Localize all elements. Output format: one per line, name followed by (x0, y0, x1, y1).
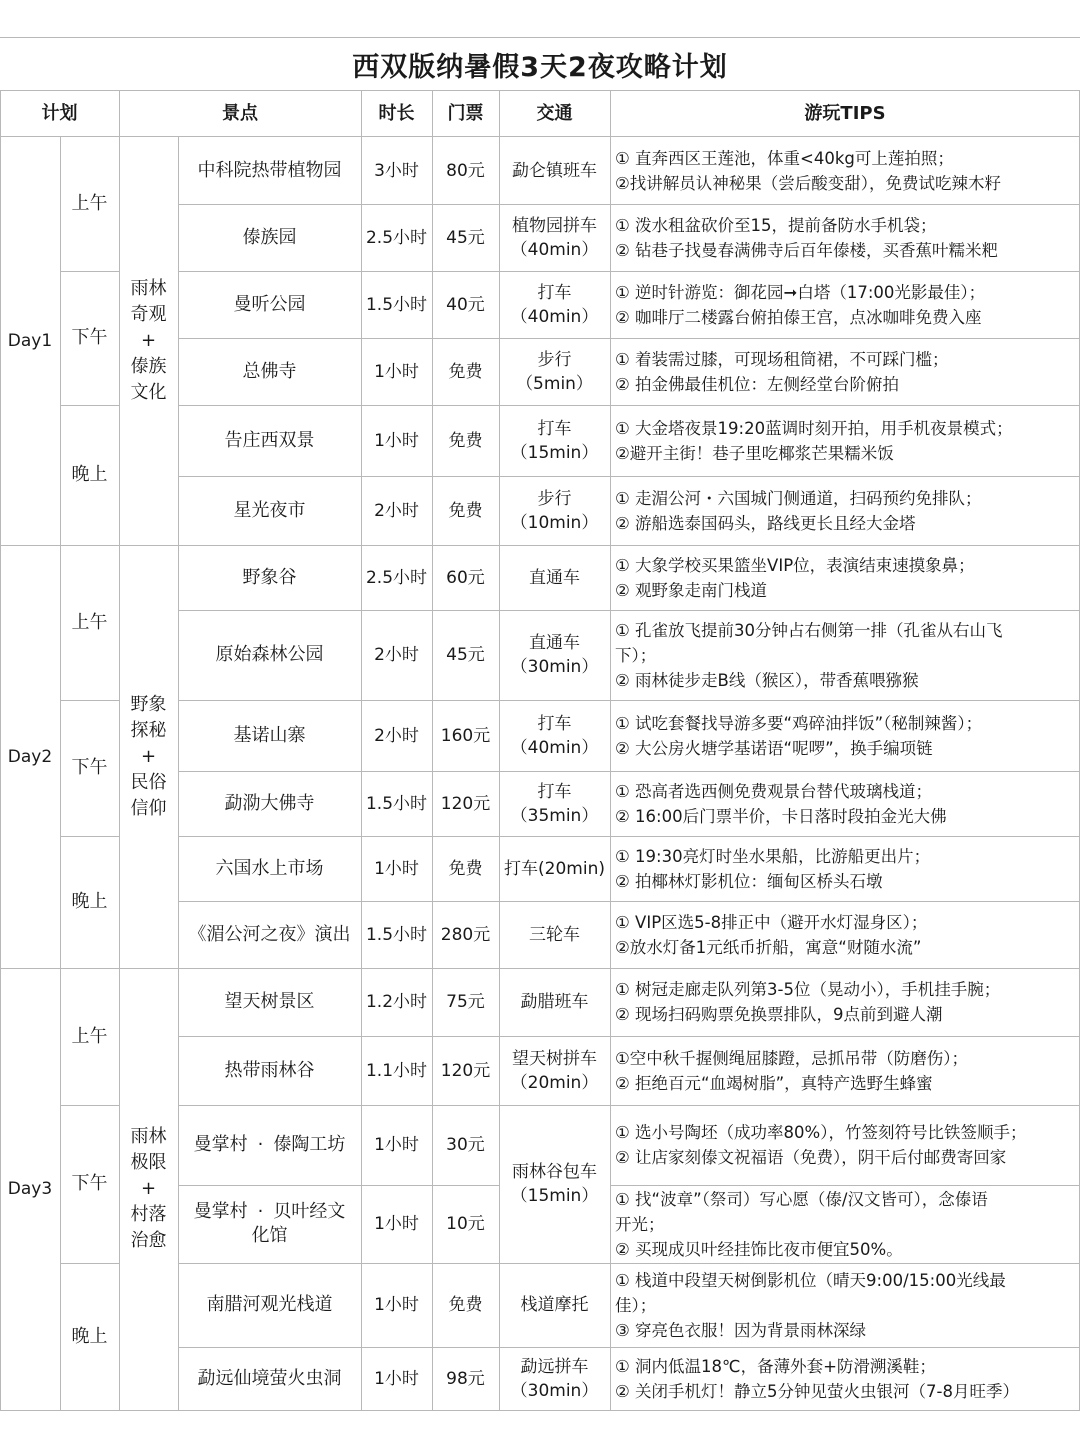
tip-line: ① 试吃套餐找导游多要“鸡碎油拌饭”（秘制辣酱）； (615, 713, 983, 733)
transport (499, 610, 610, 700)
transport (499, 405, 610, 476)
duration (361, 610, 432, 700)
transport-text: 勐仑镇班车 (512, 160, 597, 181)
day-theme (119, 968, 178, 1410)
period-label-text: 下午 (71, 757, 108, 778)
spot-part: 傣陶工坊 (273, 1134, 346, 1155)
tip-line: ②避开主街！巷子里吃椰浆芒果糯米饭 (615, 443, 894, 463)
transport-text: （15min） (510, 442, 599, 463)
spot-name-text: 望天树景区 (224, 991, 315, 1012)
ticket-text: 免费 (448, 361, 483, 382)
transport (499, 476, 610, 545)
transport-text: 直通车 (529, 633, 580, 653)
duration-text: 1.5小时 (365, 793, 428, 814)
day-label (0, 968, 60, 1410)
ticket-text: 60元 (446, 567, 485, 588)
ticket-price (432, 1185, 499, 1263)
ticket-price (432, 1263, 499, 1347)
spot-part: 化馆 (251, 1225, 288, 1246)
theme-line: 极限 (130, 1152, 167, 1173)
day-label (0, 545, 60, 968)
transport-text: （30min） (510, 657, 599, 677)
tips (613, 338, 1079, 405)
ticket-text: 45元 (446, 645, 485, 665)
spot-name (178, 271, 361, 338)
tip-line: ② 拒绝百元“血竭树脂”，真特产选野生蜂蜜 (615, 1073, 933, 1093)
tip-line: ① 选小号陶坯（成功率80%），竹签刻符号比铁签顺手； (615, 1123, 1027, 1142)
ticket-text: 160元 (440, 725, 491, 746)
tips (613, 610, 1079, 700)
spot-name (178, 901, 361, 968)
transport (499, 1036, 610, 1105)
transport (499, 836, 610, 901)
transport (499, 901, 610, 968)
transport-text: 植物园拼车 (512, 215, 597, 236)
theme-line: 文化 (130, 382, 167, 403)
period-label (60, 700, 119, 836)
ticket-price (432, 901, 499, 968)
duration-text: 1.5小时 (365, 924, 428, 945)
transport (499, 771, 610, 836)
tips (613, 771, 1079, 836)
tips (613, 204, 1079, 271)
ticket-text: 75元 (446, 992, 485, 1012)
spot-name-text: 告庄西双景 (224, 429, 315, 451)
spot-part: 曼掌村 (193, 1201, 248, 1222)
column-header-label: 景点 (222, 102, 258, 124)
tips (613, 836, 1079, 901)
tip-line: ① VIP区选5-8排正中（避开水灯湿身区）； (615, 912, 928, 932)
tip-line: ②找讲解员认神秘果（尝后酸变甜），免费试吃辣木籽 (615, 173, 1002, 193)
ticket-text: 免费 (448, 858, 483, 879)
tips (613, 968, 1079, 1036)
day-label (0, 137, 60, 545)
day-label-text: Day1 (7, 331, 53, 351)
period-label (60, 836, 119, 968)
column-header (119, 90, 361, 137)
theme-line: 雨林 (130, 1126, 167, 1147)
duration-text: 1小时 (374, 430, 419, 451)
tips (613, 1105, 1079, 1185)
period-label-text: 下午 (71, 327, 108, 348)
spot-name (178, 545, 361, 610)
spot-name (178, 968, 361, 1036)
transport-text: 望天树拼车 (512, 1048, 597, 1069)
tip-line: 佳）； (615, 1295, 657, 1315)
spot-name (178, 405, 361, 476)
period-label-text: 晚上 (71, 464, 108, 485)
spot-name-text: 勐泐大佛寺 (224, 792, 315, 814)
transport-text: 打车 (537, 781, 572, 802)
duration-text: 1小时 (374, 1295, 419, 1315)
spot-name-text: 勐远仙境萤火虫洞 (197, 1367, 342, 1389)
period-label (60, 545, 119, 700)
transport (499, 204, 610, 271)
transport (499, 338, 610, 405)
column-header (610, 90, 1080, 137)
duration-text: 2小时 (374, 645, 419, 665)
duration-text: 2小时 (374, 500, 419, 521)
tip-line: ① 直奔西区王莲池，体重<40kg可上莲拍照； (615, 148, 954, 168)
ticket-text: 10元 (446, 1214, 485, 1234)
transport-text: （40min） (510, 737, 599, 758)
theme-line: 野象 (130, 693, 167, 715)
ticket-price (432, 545, 499, 610)
duration-text: 2.5小时 (365, 567, 428, 588)
spot-name (178, 1185, 361, 1263)
duration (361, 836, 432, 901)
theme-line: 治愈 (130, 1230, 167, 1251)
transport-shared (499, 1105, 610, 1263)
transport-text: 步行 (537, 349, 572, 370)
page-title: 西双版纳暑假3天2夜攻略计划 (352, 51, 728, 83)
column-header-label: 计划 (41, 102, 78, 124)
spot-name-text: 中科院热带植物园 (197, 159, 342, 181)
period-label-text: 上午 (71, 193, 108, 214)
ticket-text: 120元 (440, 793, 491, 814)
transport (499, 1263, 610, 1347)
transport-text: 打车 (537, 418, 572, 439)
theme-line: 民俗 (130, 771, 167, 793)
period-label (60, 137, 119, 271)
grid-line (0, 37, 1080, 38)
spot-name-text: 野象谷 (242, 566, 297, 588)
tip-line: ① 树冠走廊走队列第3-5位（晃动小），手机挂手腕； (615, 980, 1001, 999)
spot-name (178, 476, 361, 545)
theme-line: 雨林 (130, 278, 167, 299)
tip-line: ② 现场扫码购票免换票排队，9点前到避人潮 (615, 1005, 943, 1024)
day-theme (119, 137, 178, 545)
tip-line: ① 洞内低温18℃，备薄外套+防滑溯溪鞋； (615, 1356, 936, 1376)
ticket-price (432, 204, 499, 271)
tip-line: ② 观野象走南门栈道 (615, 580, 768, 600)
theme-line: 信仰 (130, 797, 167, 819)
tips (613, 405, 1079, 476)
ticket-price (432, 610, 499, 700)
duration-text: 1.1小时 (365, 1060, 428, 1081)
column-header (0, 90, 119, 137)
spot-name-text: 热带雨林谷 (224, 1059, 315, 1081)
ticket-price (432, 338, 499, 405)
spot-name-text: 《湄公河之夜》演出 (188, 923, 351, 945)
tip-line: ① 孔雀放飞提前30分钟占右侧第一排（孔雀从右山飞 (615, 620, 1003, 640)
tips (613, 545, 1079, 610)
theme-line: 探秘 (130, 719, 167, 741)
theme-line: 奇观 (130, 304, 167, 325)
transport-text: 雨林谷包车 (512, 1162, 597, 1182)
transport-text: 打车 (537, 282, 572, 303)
tip-line: ② 咖啡厅二楼露台俯拍傣王宫，点冰咖啡免费入座 (615, 307, 982, 327)
ticket-price (432, 700, 499, 771)
tip-line: ② 雨林徒步走B线（猴区），带香蕉喂猕猴 (615, 670, 919, 690)
duration-text: 3小时 (374, 160, 419, 181)
duration (361, 405, 432, 476)
duration (361, 137, 432, 204)
transport-text: （15min） (510, 1186, 599, 1206)
tip-line: ② 拍椰林灯影机位：缅甸区桥头石墩 (615, 871, 883, 891)
transport-text: 直通车 (529, 567, 580, 588)
spot-name (178, 1347, 361, 1410)
duration-text: 1小时 (374, 1214, 419, 1234)
duration (361, 545, 432, 610)
transport (499, 545, 610, 610)
spot-part: 贝叶经文 (273, 1201, 346, 1222)
duration (361, 700, 432, 771)
ticket-price (432, 405, 499, 476)
column-header (499, 90, 610, 137)
ticket-text: 45元 (446, 227, 485, 248)
duration (361, 1105, 432, 1185)
ticket-text: 30元 (446, 1135, 485, 1155)
ticket-text: 120元 (440, 1060, 491, 1081)
ticket-price (432, 271, 499, 338)
tip-line: ② 16:00后门票半价，卡日落时段拍金光大佛 (615, 806, 947, 826)
tip-line: ② 游船选泰国码头，路线更长且经大金塔 (615, 513, 916, 533)
period-label-text: 上午 (71, 611, 108, 633)
tips (613, 901, 1079, 968)
spot-part: · (257, 1134, 264, 1155)
tip-line: ③ 穿亮色衣服！因为背景雨林深绿 (615, 1320, 867, 1340)
column-header-label: 门票 (447, 102, 484, 124)
tip-line: ① 逆时针游览：御花园➞白塔（17:00光影最佳）； (615, 282, 986, 302)
duration (361, 901, 432, 968)
duration-text: 2小时 (374, 725, 419, 746)
transport (499, 271, 610, 338)
period-label (60, 968, 119, 1105)
period-label (60, 405, 119, 545)
spot-name (178, 1105, 361, 1185)
period-label-text: 下午 (71, 1173, 108, 1194)
ticket-price (432, 836, 499, 901)
tips (613, 1263, 1079, 1347)
duration (361, 1347, 432, 1410)
duration (361, 968, 432, 1036)
spot-name (178, 771, 361, 836)
ticket-text: 免费 (448, 500, 483, 521)
spot-name-text: 南腊河观光栈道 (206, 1294, 333, 1315)
transport (499, 700, 610, 771)
duration (361, 771, 432, 836)
column-header (361, 90, 432, 137)
transport-text: （35min） (510, 805, 599, 826)
tip-line: ② 拍金佛最佳机位：左侧经堂台阶俯拍 (615, 374, 900, 394)
duration (361, 476, 432, 545)
spot-name-text: 曼听公园 (233, 293, 306, 315)
spot-name-text: 傣族园 (242, 226, 297, 248)
ticket-text: 免费 (448, 1295, 483, 1315)
duration (361, 1185, 432, 1263)
duration-text: 1小时 (374, 1135, 419, 1155)
transport-text: 勐腊班车 (520, 992, 589, 1012)
ticket-text: 98元 (446, 1368, 485, 1389)
period-label (60, 1263, 119, 1410)
ticket-price (432, 1105, 499, 1185)
column-header-label: 时长 (378, 102, 415, 124)
spot-name-text: 六国水上市场 (215, 857, 324, 879)
transport-text: 栈道摩托 (520, 1295, 589, 1315)
duration-text: 1小时 (374, 1368, 419, 1389)
spot-line (194, 1200, 346, 1224)
tips (613, 476, 1079, 545)
theme-line: + (140, 1178, 157, 1199)
day-theme (119, 545, 178, 968)
duration (361, 1263, 432, 1347)
tip-line: ①空中秋千握侧绳屈膝蹬，忌抓吊带（防磨伤）； (615, 1048, 969, 1068)
transport-text: 打车 (537, 713, 572, 734)
transport-text: （10min） (510, 512, 599, 533)
tips (613, 700, 1079, 771)
ticket-text: 免费 (448, 430, 483, 451)
tip-line: ① 着装需过膝，可现场租筒裙，不可踩门槛； (615, 349, 949, 369)
ticket-price (432, 1347, 499, 1410)
theme-line: + (140, 330, 157, 351)
period-label (60, 271, 119, 405)
tip-line: ②放水灯备1元纸币折船，寓意“财随水流” (615, 937, 922, 957)
spot-name-text: 星光夜市 (233, 499, 306, 521)
column-header-label: 交通 (536, 102, 573, 124)
column-header (432, 90, 499, 137)
tips (613, 271, 1079, 338)
transport (499, 137, 610, 204)
tip-line: ① 走湄公河・六国城门侧通道，扫码预约免排队； (615, 488, 982, 508)
spot-name-text: 基诺山寨 (233, 724, 306, 746)
transport (499, 968, 610, 1036)
ticket-price (432, 771, 499, 836)
transport-text: 三轮车 (529, 924, 580, 945)
spot-name (178, 338, 361, 405)
tip-line: 开光； (615, 1214, 665, 1234)
ticket-text: 80元 (446, 160, 485, 181)
tips (613, 1036, 1079, 1105)
spot-name-text: 原始森林公园 (215, 644, 324, 665)
duration (361, 338, 432, 405)
spot-part: · (257, 1201, 264, 1222)
spot-part: 曼掌村 (193, 1134, 248, 1155)
ticket-text: 40元 (446, 294, 485, 315)
tips (613, 1347, 1079, 1410)
spot-name (178, 700, 361, 771)
spot-name (178, 1036, 361, 1105)
tip-line: ① 大象学校买果篮坐VIP位，表演结束速摸象鼻； (615, 555, 975, 575)
tip-line: ② 买现成贝叶经挂饰比夜市便宜50%。 (615, 1239, 903, 1259)
spot-name (178, 1263, 361, 1347)
tip-line: ① 栈道中段望天树倒影机位（晴天9:00/15:00光线最 (615, 1270, 1006, 1290)
transport-text: （5min） (516, 373, 593, 394)
duration-text: 1.2小时 (365, 992, 428, 1012)
tips (613, 1185, 1079, 1263)
spot-name (178, 610, 361, 700)
duration-text: 1.5小时 (365, 294, 428, 315)
tip-line: ② 关闭手机灯！静立5分钟见萤火虫银河（7-8月旺季） (615, 1381, 1019, 1401)
transport-text: 步行 (537, 488, 572, 509)
tip-line: ① 恐高者选西侧免费观景台替代玻璃栈道； (615, 781, 933, 801)
duration-text: 2.5小时 (365, 227, 428, 248)
transport-text: （40min） (510, 306, 599, 327)
period-label (60, 1105, 119, 1263)
tip-line: ② 大公房火塘学基诺语“呢啰”，换手编项链 (615, 738, 933, 758)
ticket-price (432, 1036, 499, 1105)
transport-text: （30min） (510, 1380, 599, 1401)
transport-text: （20min） (510, 1072, 599, 1093)
spot-name (178, 204, 361, 271)
spot-name-text: 总佛寺 (242, 360, 297, 382)
tip-line: ① 泼水租盆砍价至15，提前备防水手机袋； (615, 215, 937, 235)
theme-line: + (140, 745, 157, 767)
grid-line (610, 137, 611, 1410)
column-header-label: 游玩TIPS (804, 102, 886, 124)
tip-line: ① 找“波章”（祭司）写心愿（傣/汉文皆可），念傣语 (615, 1189, 988, 1209)
duration-text: 1小时 (374, 361, 419, 382)
ticket-price (432, 968, 499, 1036)
transport (499, 1347, 610, 1410)
duration (361, 204, 432, 271)
day-label-text: Day2 (7, 746, 53, 767)
tip-line: ① 19:30亮灯时坐水果船，比游船更出片； (615, 846, 931, 866)
tip-line: 下）； (615, 645, 657, 665)
ticket-price (432, 137, 499, 204)
period-label-text: 晚上 (71, 891, 108, 912)
period-label-text: 上午 (71, 1025, 108, 1047)
period-label-text: 晚上 (71, 1325, 108, 1347)
ticket-price (432, 476, 499, 545)
duration (361, 1036, 432, 1105)
spot-name (178, 137, 361, 204)
duration-text: 1小时 (374, 858, 419, 879)
spot-name (178, 836, 361, 901)
duration (361, 271, 432, 338)
tips (613, 137, 1079, 204)
transport-text: 勐远拼车 (520, 1356, 589, 1377)
theme-line: 村落 (130, 1204, 167, 1225)
theme-line: 傣族 (130, 356, 167, 377)
day-label-text: Day3 (7, 1179, 53, 1199)
ticket-text: 280元 (440, 924, 491, 945)
transport-text: 打车(20min) (504, 858, 605, 879)
grid-line (0, 1410, 1080, 1411)
transport-text: （40min） (510, 239, 599, 260)
tip-line: ② 让店家刻傣文祝福语（免费），阴干后付邮费寄回家 (615, 1148, 1007, 1167)
tip-line: ② 钻巷子找曼春满佛寺后百年傣楼，买香蕉叶糯米粑 (615, 240, 999, 260)
tip-line: ① 大金塔夜景19:20蓝调时刻开拍，用手机夜景模式； (615, 418, 1013, 438)
